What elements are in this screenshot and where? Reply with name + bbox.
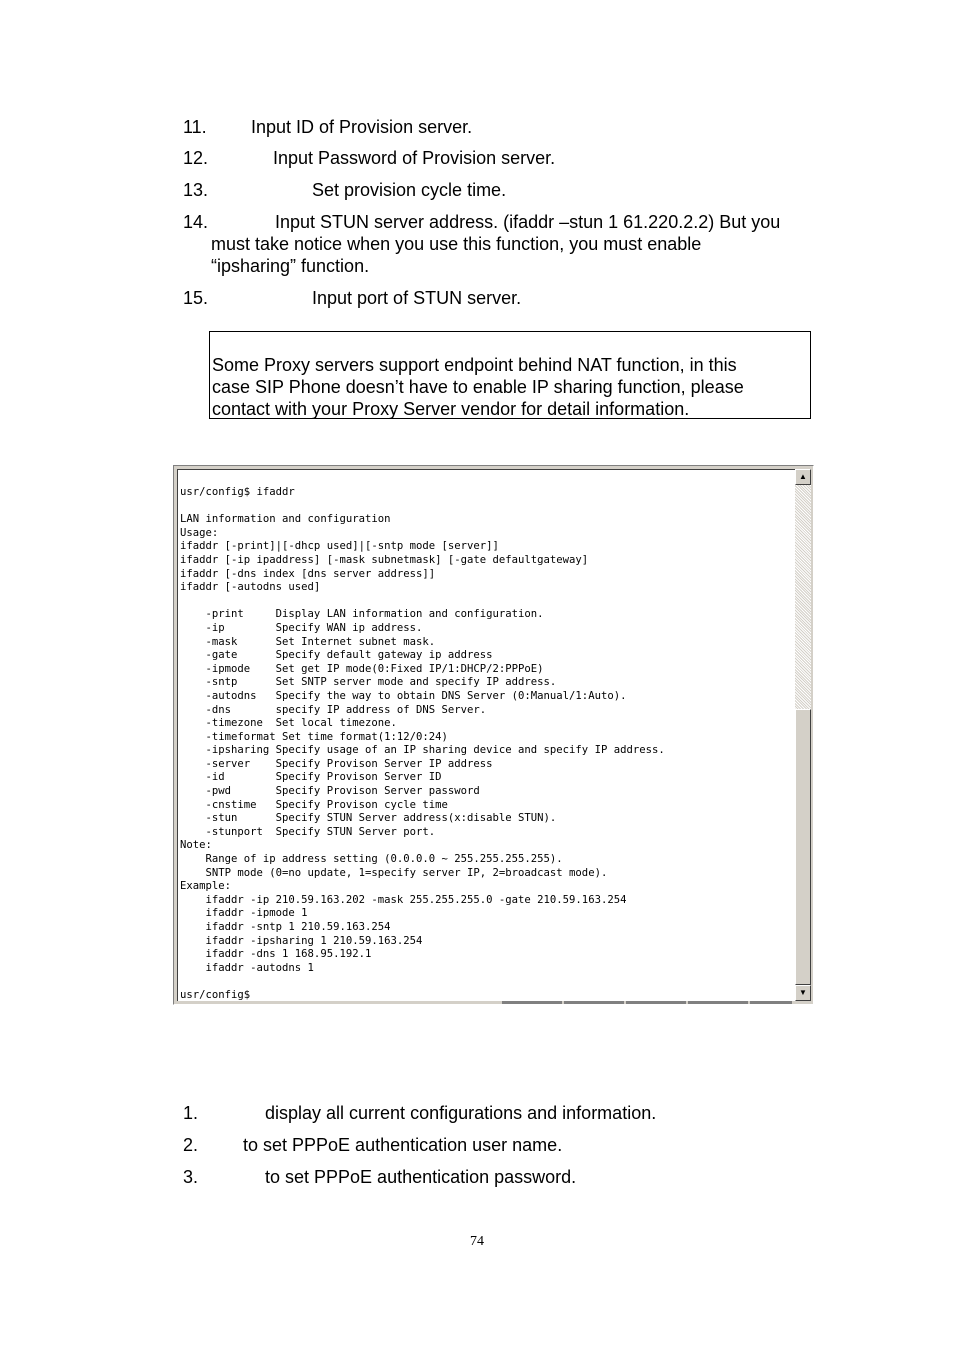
step-text-continued: “ipsharing” function.: [211, 256, 370, 276]
step-number: 15.: [183, 288, 209, 308]
step-text: Input Password of Provision server.: [273, 148, 556, 168]
step-text: Input ID of Provision server.: [251, 117, 473, 137]
step-number: 14.: [183, 212, 209, 232]
arrow-down-icon[interactable]: ▼: [795, 985, 811, 1001]
step-text: Input STUN server address. (ifaddr –stun 1 61.220.2.2) But you: [275, 212, 781, 232]
step-text: display all current configurations and information.: [265, 1103, 657, 1123]
page-number: 74: [470, 1234, 484, 1249]
step-text-continued: must take notice when you use this function, you must enable: [211, 234, 702, 254]
note-line: Some Proxy servers support endpoint behind NAT function, in this: [212, 355, 737, 375]
step-text: Set provision cycle time.: [312, 180, 507, 200]
terminal-window: [173, 465, 814, 1005]
step-number: 3.: [183, 1167, 199, 1187]
step-text: to set PPPoE authentication user name.: [243, 1135, 563, 1155]
step-text: Input port of STUN server.: [312, 288, 522, 308]
step-number: 12.: [183, 148, 209, 168]
step-number: 11.: [183, 117, 207, 137]
terminal-output: usr/config$ ifaddr LAN information and configuration Usage: ifaddr [-print]|[-dhcp used]|[-sntp mode [server]] ifaddr [-ip ipaddress] [-mask subnetmask] [-gate defaultgateway] ifaddr [-dns index [dns server address]] ifaddr [-autodns used] -print Display LAN information and configuration. -ip Specify WAN ip address. -mask Set Internet subnet mask. -gate Specify default gateway ip address -ipmode Set get IP mode(0:Fixed IP/1:DHCP/2:PPPoE) -sntp Set SNTP server mode and specify IP address. -autodns Specify the way to obtain DNS Server (0:Manual/1:Auto). -dns specify IP address of DNS Server. -timezone Set local timezone. -timeformat Set time format(1:12/0:24) -ipsharing Specify usage of an IP sharing device and specify IP address. -server Specify Provison Server IP address -id Specify Provison Server ID -pwd Specify Provison Server password -cnstime Specify Provison cycle time -stun Specify STUN Server address(x:disable STUN). -stunport Specify STUN Server port. Note: Range of ip address setting (0.0.0.0 ~ 255.255.255.255). SNTP mode (0=no update, 1=specify server IP, 2=broadcast mode). Example: ifaddr -ip 210.59.163.202 -mask 255.255.255.0 -gate 210.59.163.254 ifaddr -ipmode 1 ifaddr -sntp 1 210.59.163.254 ifaddr -ipsharing 1 210.59.163.254 ifaddr -dns 1 168.95.192.1 ifaddr -autodns 1 usr/config$: [180, 486, 665, 1001]
terminal-output-area[interactable]: [177, 469, 797, 1001]
step-number: 2.: [183, 1135, 199, 1155]
scrollbar-thumb[interactable]: [795, 709, 811, 985]
note-line: contact with your Proxy Server vendor for detail information.: [212, 399, 690, 419]
step-text: to set PPPoE authentication password.: [265, 1167, 577, 1187]
note-line: case SIP Phone doesn’t have to enable IP sharing function, please: [212, 377, 744, 397]
step-number: 13.: [183, 180, 209, 200]
note-box: [209, 331, 811, 419]
arrow-up-icon[interactable]: ▲: [795, 469, 811, 485]
vertical-scrollbar[interactable]: [795, 469, 811, 1001]
step-number: 1.: [183, 1103, 199, 1123]
status-bar: [502, 1001, 792, 1004]
step-14: [183, 211, 823, 277]
